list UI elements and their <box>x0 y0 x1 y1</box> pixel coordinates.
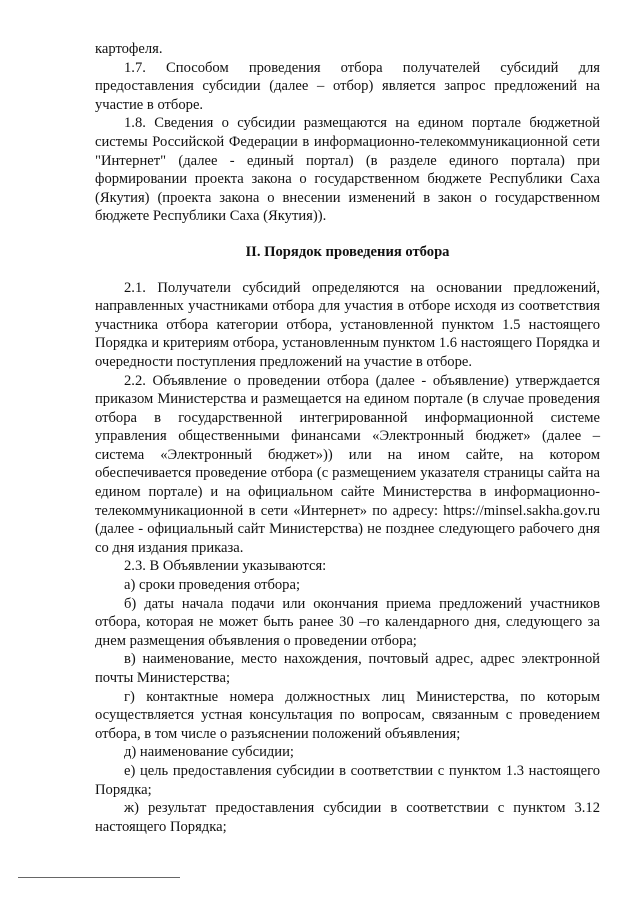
section-heading: II. Порядок проведения отбора <box>245 243 450 260</box>
list-item-a: а) сроки проведения отбора; <box>124 577 301 594</box>
list-item-e: е) цель предоставления субсидии в соответствии с пунктом 1.3 настоящего Порядка; <box>95 762 600 798</box>
paragraph-1-7: 1.7. Способом проведения отбора получателей субсидий для предоставления субсидии (далее – отбор) является запрос предложений на участие в отборе. <box>95 59 600 113</box>
paragraph-1-8: 1.8. Сведения о субсидии размещаются на едином портале бюджетной системы Российской Федерации в информационно-телекоммуникационной сети "Интернет" (далее - единый портал) (в разделе единого портала) при формировании проекта закона о государственном бюджете Республики Саха (Якутия) (проекта закона о внесении изменений в закон о государственном бюджете Республики Саха (Якутия)). <box>95 115 600 225</box>
paragraph-2-1: 2.1. Получатели субсидий определяются на основании предложений, направленных участниками отбора для участия в отборе исходя из соответствия участника отбора категории отбора, установленной пунктом 1.5 настоящего Порядка и критериям отбора, установленным пунктом 1.6 настоящего Порядка и очередности поступления предложений на участие в отборе. <box>95 279 600 370</box>
list-item-v: в) наименование, место нахождения, почтовый адрес, адрес электронной почты Министерства; <box>95 651 600 686</box>
footer-divider <box>18 877 180 878</box>
list-item-d: д) наименование субсидии; <box>124 744 294 761</box>
paragraph-continuation: картофеля. <box>95 41 163 57</box>
paragraph-2-3: 2.3. В Объявлении указываются: <box>124 558 327 575</box>
paragraph-2-2: 2.2. Объявление о проведении отбора (далее - объявление) утверждается приказом Министерства и размещается на едином портале (в случае проведения отбора в государственной интегрированной информационной системе управления общественными финансами «Электронный бюджет» (далее – система «Электронный бюджет»)) или на ином сайте, на котором обеспечивается проведение отбора (с размещением указателя страницы сайта на едином портале) и на официальном сайте Министерства в информационно-телекоммуникационной в сети «Интернет» по адресу: https://minsel.sakha.gov.ru (далее - официальный сайт Министерства) не позднее следующего рабочего дня со дня издания приказа. <box>95 372 600 556</box>
list-item-g: г) контактные номера должностных лиц Министерства, по которым осуществляется устная консультация по вопросам, связанным с проведением отбора, в том числе о разъяснении положений объявления; <box>95 688 600 742</box>
document-body <box>95 40 600 836</box>
list-item-b: б) даты начала подачи или окончания приема предложений участников отбора, которая не может быть ранее 30 –го календарного дня, следующего за днем размещения объявления о проведении отбора; <box>95 595 600 649</box>
list-item-zh: ж) результат предоставления субсидии в соответствии с пунктом 3.12 настоящего Порядка; <box>95 800 600 835</box>
